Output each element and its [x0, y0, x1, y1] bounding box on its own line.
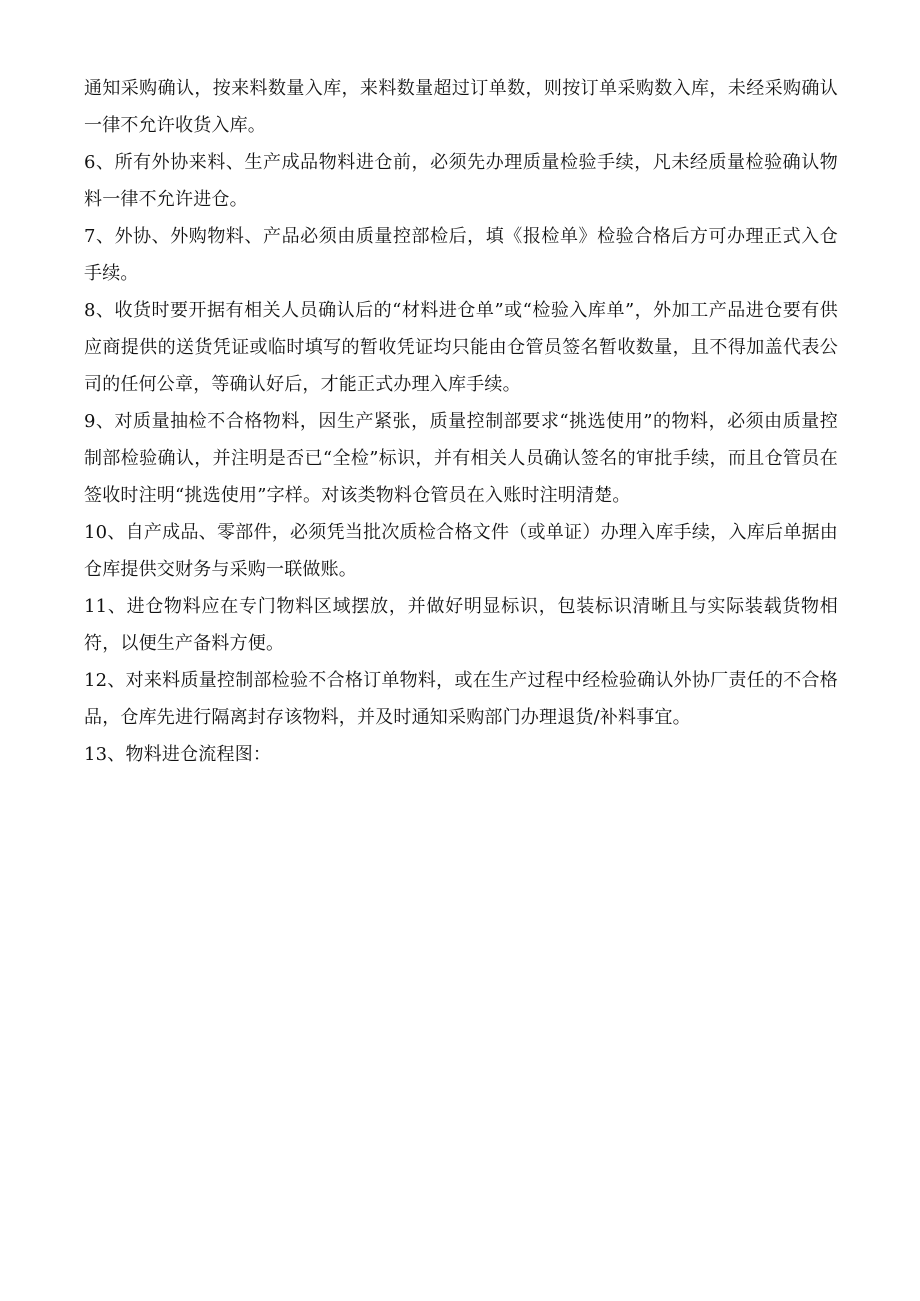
- paragraph-item-11: 11、进仓物料应在专门物料区域摆放，并做好明显标识，包装标识清晰且与实际装载货物相符，以便生产备料方便。: [84, 596, 838, 654]
- paragraph-item-9: 9、对质量抽检不合格物料，因生产紧张，质量控制部要求“挑选使用”的物料，必须由质量控制部检验确认，并注明是否已“全检”标识，并有相关人员确认签名的审批手续，而且仓管员在签收时注明“挑选使用”字样。对该类物料仓管员在入账时注明清楚。: [84, 411, 838, 506]
- paragraph-item-13: 13、物料进仓流程图：: [84, 744, 272, 765]
- paragraph-item-8: 8、收货时要开据有相关人员确认后的“材料进仓单”或“检验入库单”，外加工产品进仓要有供应商提供的送货凭证或临时填写的暂收凭证均只能由仓管员签名暂收数量，且不得加盖代表公司的任何公章，等确认好后，才能正式办理入库手续。: [84, 300, 838, 395]
- paragraph-intro-continuation: 通知采购确认，按来料数量入库，来料数量超过订单数，则按订单采购数入库，未经采购确认一律不允许收货入库。: [84, 78, 838, 136]
- paragraph-item-7: 7、外协、外购物料、产品必须由质量控部检后，填《报检单》检验合格后方可办理正式入仓手续。: [84, 226, 838, 284]
- document-body: [84, 70, 838, 773]
- paragraph-item-10: 10、自产成品、零部件，必须凭当批次质检合格文件（或单证）办理入库手续，入库后单据由仓库提供交财务与采购一联做账。: [84, 522, 838, 580]
- paragraph-item-12: 12、对来料质量控制部检验不合格订单物料，或在生产过程中经检验确认外协厂责任的不合格品，仓库先进行隔离封存该物料，并及时通知采购部门办理退货/补料事宜。: [84, 670, 838, 728]
- paragraph-item-6: 6、所有外协来料、生产成品物料进仓前，必须先办理质量检验手续，凡未经质量检验确认物料一律不允许进仓。: [84, 152, 838, 210]
